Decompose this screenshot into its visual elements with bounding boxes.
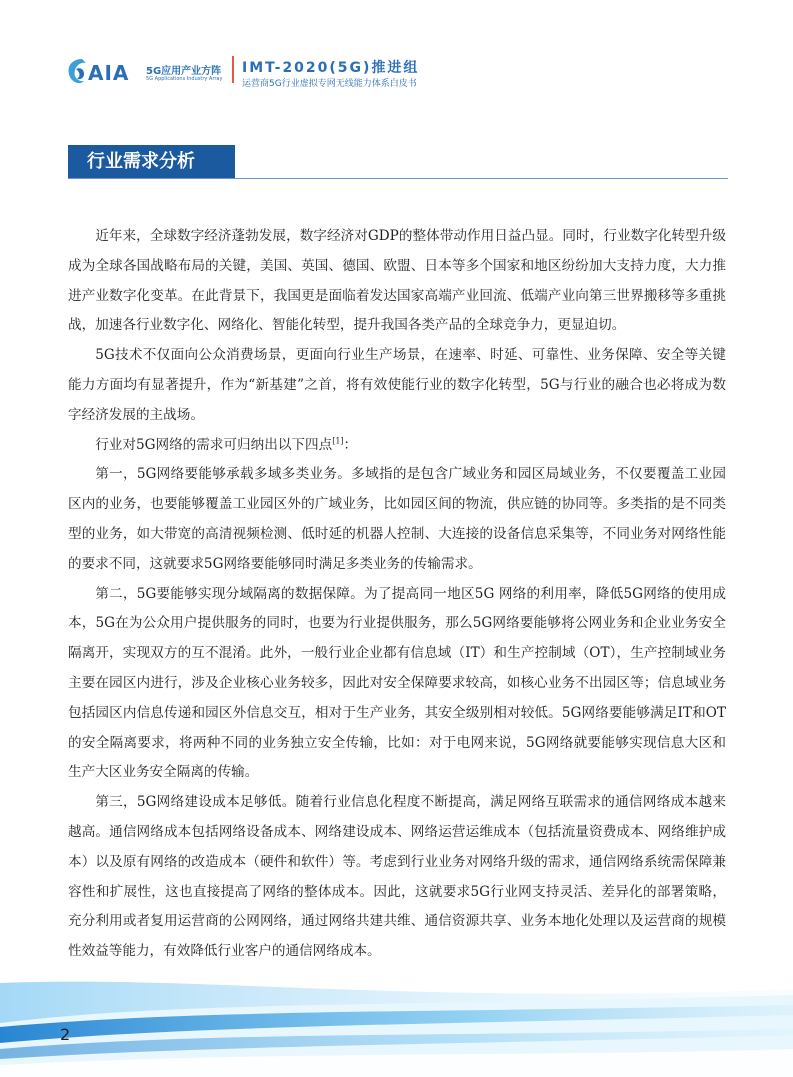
organization-name: IMT-2020(5G)推进组 (242, 60, 420, 76)
paragraph-text: 行业对5G网络的需求可归纳出以下四点 (95, 436, 333, 453)
footer-wave-decoration (0, 965, 793, 1077)
body-text (68, 222, 726, 967)
page-header (0, 0, 793, 110)
paragraph: 近年来，全球数字经济蓬勃发展，数字经济对GDP的整体带动作用日益凸显。同时，行业数字化转型升级成为全球各国战略布局的关键，美国、英国、德国、欧盟、日本等多个国家和地区纷纷加大支持力度，大力推进产业数字化变革。在此背景下，我国更是面临着发达国家高端产业回流、低端产业向第三世界搬移等多重挑战，加速各行业数字化、网络化、智能化转型，提升我国各类产品的全球竞争力，更显迫切。 (68, 228, 726, 334)
citation-ref: [1] (332, 436, 344, 446)
header-divider (232, 56, 234, 83)
logo-english-text: 5G Applications Industry Array (146, 76, 223, 82)
aia-logo (64, 55, 234, 95)
paragraph: 第三，5G网络建设成本足够低。随着行业信息化程度不断提高，满足网络互联需求的通信网络成本越来越高。通信网络成本包括网络设备成本、网络建设成本、网络运营运维成本（包括流量资费成本、网络维护成本）以及原有网络的改造成本（硬件和软件）等。考虑到行业业务对网络升级的需求，通信网络系统需保障兼容性和扩展性，这也直接提高了网络的整体成本。因此，这就要求5G行业网支持灵活、差异化的部署策略，充分利用或者复用运营商的公网网络，通过网络共建共维、通信资源共享、业务本地化处理以及运营商的规模性效益等能力，有效降低行业客户的通信网络成本。 (68, 794, 726, 960)
logo-name: AIA (88, 61, 130, 85)
paragraph: 第一，5G网络要能够承载多域多类业务。多域指的是包含广域业务和园区局域业务，不仅要覆盖工业园区内的业务，也要能够覆盖工业园区外的广域业务，比如园区间的物流，供应链的协同等。多类指的是不同类型的业务，如大带宽的高清视频检测、低时延的机器人控制、大连接的设备信息采集等，不同业务对网络性能的要求不同，这就要求5G网络要能够同时满足多类业务的传输需求。 (68, 466, 726, 572)
document-title: 运营商5G行业虚拟专网无线能力体系白皮书 (242, 79, 417, 89)
page-number: 2 (60, 1025, 71, 1044)
paragraph: 第二，5G要能够实现分域隔离的数据保障。为了提高同一地区5G 网络的利用率，降低5G网络的使用成本，5G在为公众用户提供服务的同时，也要为行业提供服务，那么5G网络要能够将公网业务和企业业务安全隔离开，实现双方的互不混淆。此外，一般行业企业都有信息域（IT）和生产控制域（OT），生产控制域业务主要在园区内进行，涉及企业核心业务较多，因此对安全保障要求较高，如核心业务不出园区等；信息域业务包括园区内信息传递和园区外信息交互，相对于生产业务，其安全级别相对较低。5G网络要能够满足IT和OT的安全隔离要求，将两种不同的业务独立安全传输，比如：对于电网来说，5G网络就要能够实现信息大区和生产大区业务安全隔离的传输。 (68, 585, 726, 781)
paragraph (68, 431, 726, 461)
section-heading: 行业需求分析 (68, 145, 235, 178)
section-underline (68, 178, 728, 179)
paragraph: 5G技术不仅面向公众消费场景，更面向行业生产场景，在速率、时延、可靠性、业务保障、安全等关键能力方面均有显著提升，作为“新基建”之首，将有效使能行业的数字化转型，5G与行业的融合也必将成为数字经济发展的主战场。 (68, 347, 726, 423)
paragraph-tail: ： (343, 436, 358, 453)
logo-swirl-icon (64, 55, 88, 87)
logo-chinese-text: 5G应用产业方阵 (146, 66, 222, 77)
